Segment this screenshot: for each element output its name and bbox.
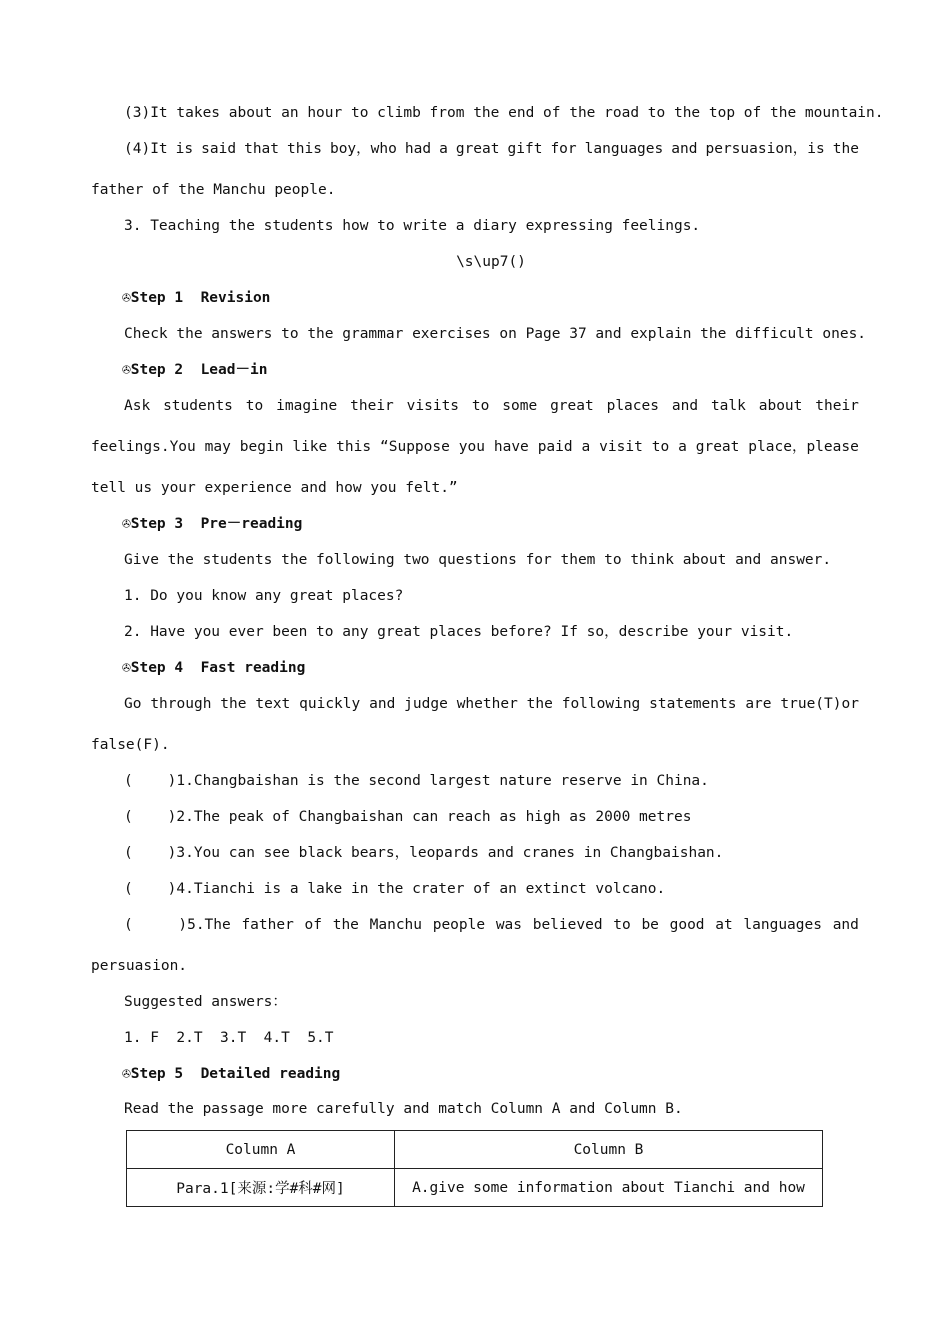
- word: this: [287, 141, 322, 157]
- word: and: [671, 398, 699, 414]
- step-2-text-line-1: [124, 396, 859, 416]
- word: the: [526, 696, 553, 712]
- step-marker-icon: ✇: [122, 516, 131, 532]
- word: the: [332, 917, 359, 933]
- step-4-heading: ✇Step 4 Fast reading: [122, 660, 306, 676]
- table-cell: A.give some information about Tianchi and how: [395, 1169, 823, 1207]
- word: Manchu: [369, 917, 423, 933]
- word: through: [150, 696, 212, 712]
- word: Go: [124, 696, 142, 712]
- word: said: [201, 141, 237, 157]
- word: their: [350, 398, 394, 414]
- word: statements: [649, 696, 737, 712]
- word: may: [204, 439, 231, 455]
- column-b-header: Column B: [395, 1131, 823, 1169]
- word: was: [495, 917, 523, 933]
- word: is: [175, 141, 194, 157]
- word: true(T)or: [780, 696, 859, 712]
- word: and: [369, 696, 396, 712]
- word: imagine: [276, 398, 338, 414]
- step-5-heading: ✇Step 5 Detailed reading: [122, 1066, 341, 1082]
- word: you: [458, 439, 485, 455]
- word: a: [439, 141, 448, 157]
- step-3-question-1: 1. Do you know any great places?: [124, 588, 404, 604]
- word: gift: [507, 141, 543, 157]
- word: paid: [537, 439, 573, 455]
- statement-4: ( )4.Tianchi is a lake in the crater of an extinct volcano.: [124, 881, 666, 897]
- word: that: [244, 141, 280, 157]
- statement-3: ( )3.You can see black bears，leopards and cranes in Changbaishan.: [124, 845, 724, 861]
- word: had: [404, 141, 432, 157]
- column-a-header: Column A: [127, 1131, 395, 1169]
- word: for: [550, 141, 577, 157]
- word: be: [641, 917, 659, 933]
- word: to: [651, 439, 670, 455]
- objective-line-4-cont: father of the Manchu people.: [91, 182, 336, 198]
- word: “Suppose: [380, 439, 450, 455]
- word: at: [715, 917, 733, 933]
- word: and: [832, 917, 859, 933]
- suggested-answers-label: Suggested answers：: [124, 994, 287, 1010]
- step-5-text: Read the passage more carefully and match Column A and Column B.: [124, 1101, 683, 1117]
- objective-3: 3. Teaching the students how to write a diary expressing feelings.: [124, 218, 701, 234]
- statement-5-cont: persuasion.: [91, 958, 188, 974]
- step-3-text: Give the students the following two questions for them to think about and answer.: [124, 552, 832, 568]
- step-2-text-line-2: [91, 437, 859, 457]
- word: have: [493, 439, 529, 455]
- word: their: [815, 398, 859, 414]
- step-1-heading: ✇Step 1 Revision: [122, 290, 271, 306]
- step-marker-icon: ✇: [122, 290, 131, 306]
- statement-1: ( )1.Changbaishan is the second largest nature reserve in China.: [124, 773, 709, 789]
- table-header-row: [127, 1131, 823, 1169]
- objective-line-3: (3)It takes about an hour to climb from the end of the road to the top of the mountain.: [124, 105, 884, 121]
- word: (: [124, 917, 133, 933]
- field-code: \s\up7(): [456, 254, 526, 270]
- word: quickly: [299, 696, 361, 712]
- word: people: [432, 917, 486, 933]
- word: about: [758, 398, 803, 414]
- step-4-text-line-1: [124, 694, 859, 714]
- step-1-text: Check the answers to the grammar exercises on Page 37 and explain the difficult ones.: [124, 326, 867, 342]
- matching-table: [126, 1130, 823, 1207]
- word: place，please: [748, 439, 859, 455]
- step-marker-icon: ✇: [122, 660, 131, 676]
- word: great: [455, 141, 500, 157]
- word: to: [471, 398, 490, 414]
- word: great: [550, 398, 594, 414]
- word: the: [220, 696, 247, 712]
- step-3-heading: ✇Step 3 Pre－reading: [122, 516, 303, 532]
- word: visit: [599, 439, 643, 455]
- step-2-text-line-3: tell us your experience and how you felt.”: [91, 480, 458, 496]
- word: the: [832, 141, 859, 157]
- word: a: [581, 439, 591, 455]
- word: a: [678, 439, 687, 455]
- word: places: [606, 398, 659, 414]
- word: to: [245, 398, 264, 414]
- step-marker-icon: ✇: [122, 362, 131, 378]
- word: languages: [743, 917, 822, 933]
- word: feelings.You: [91, 439, 196, 455]
- word: judge: [404, 696, 448, 712]
- word: to: [613, 917, 631, 933]
- word: Ask: [124, 398, 151, 414]
- word: like: [292, 439, 328, 455]
- word: visits: [406, 398, 460, 414]
- word: are: [745, 696, 772, 712]
- step-marker-icon: ✇: [122, 1066, 131, 1082]
- word: text: [255, 696, 291, 712]
- step-4-text-line-2: false(F).: [91, 737, 170, 753]
- word: begin: [239, 439, 284, 455]
- word: (4)It: [124, 141, 168, 157]
- word: of: [304, 917, 323, 933]
- word: good: [669, 917, 705, 933]
- word: father: [241, 917, 294, 933]
- word: believed: [532, 917, 603, 933]
- word: students: [163, 398, 233, 414]
- word: talk: [710, 398, 746, 414]
- objective-line-4: [124, 139, 859, 159]
- word: and: [671, 141, 698, 157]
- statement-5: [124, 915, 859, 935]
- step-3-question-2: 2. Have you ever been to any great places before? If so，describe your visit.: [124, 624, 794, 640]
- word: )5.The: [143, 917, 231, 933]
- word: persuasion，is: [705, 141, 825, 157]
- word: this: [336, 439, 372, 455]
- table-cell: Para.1[来源:学#科#网]: [127, 1169, 395, 1207]
- word: languages: [584, 141, 664, 157]
- table-row: [127, 1169, 823, 1207]
- word: boy，who: [329, 141, 397, 157]
- step-2-heading: ✇Step 2 Lead－in: [122, 362, 268, 378]
- word: some: [502, 398, 538, 414]
- statement-2: ( )2.The peak of Changbaishan can reach as high as 2000 metres: [124, 809, 692, 825]
- word: following: [561, 696, 641, 712]
- word: great: [695, 439, 740, 455]
- word: whether: [456, 696, 518, 712]
- suggested-answers: 1. F 2.T 3.T 4.T 5.T: [124, 1030, 334, 1046]
